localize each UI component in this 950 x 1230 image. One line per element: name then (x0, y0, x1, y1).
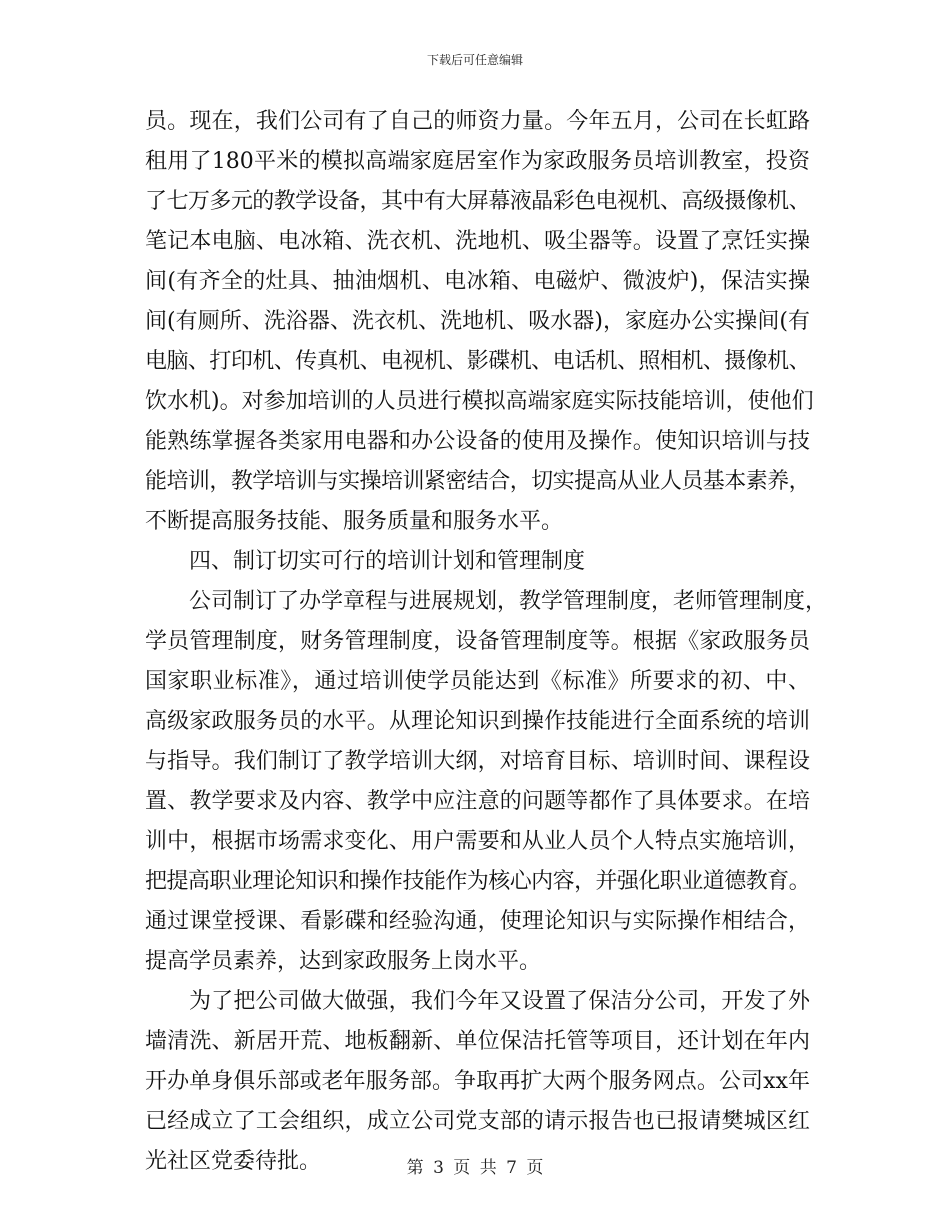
text-line: 租用了180平米的模拟高端家庭居室作为家政服务员培训教室，投资 (145, 149, 810, 174)
text-line: 笔记本电脑、电冰箱、洗衣机、洗地机、吸尘器等。设置了烹饪实操 (145, 229, 810, 254)
section-heading-text: 四、制订切实可行的培训计划和管理制度 (189, 549, 586, 574)
text-line: 墙清洗、新居开荒、地板翻新、单位保洁托管等项目，还计划在年内 (145, 1029, 810, 1054)
text-line: 能熟练掌握各类家用电器和办公设备的使用及操作。使知识培训与技 (145, 429, 810, 454)
text-line: 国家职业标准》，通过培训使学员能达到《标准》所要求的初、中、 (145, 669, 810, 694)
page-number: 第 3 页 共 7 页 (406, 1158, 544, 1178)
text-line: 把提高职业理论知识和操作技能作为核心内容，并强化职业道德教育。 (145, 869, 810, 894)
text-line: 光社区党委待批。 (145, 1149, 322, 1174)
text-line: 通过课堂授课、看影碟和经验沟通，使理论知识与实际操作相结合， (145, 909, 810, 934)
document-body (145, 102, 828, 1182)
text-line: 学员管理制度，财务管理制度，设备管理制度等。根据《家政服务员 (145, 629, 810, 654)
text-line: 间(有齐全的灶具、抽油烟机、电冰箱、电磁炉、微波炉)，保洁实操 (145, 269, 810, 294)
text-line: 公司制订了办学章程与进展规划，教学管理制度，老师管理制度， (189, 589, 828, 614)
text-line: 为了把公司做大做强，我们今年又设置了保洁分公司，开发了外 (189, 989, 810, 1014)
section-heading (145, 542, 810, 582)
text-line: 了七万多元的教学设备，其中有大屏幕液晶彩色电视机、高级摄像机、 (145, 189, 810, 214)
text-line: 已经成立了工会组织，成立公司党支部的请示报告也已报请樊城区红 (145, 1109, 810, 1134)
text-line: 饮水机)。对参加培训的人员进行模拟高端家庭实际技能培训，使他们 (145, 389, 814, 414)
text-line: 电脑、打印机、传真机、电视机、影碟机、电话机、照相机、摄像机、 (145, 349, 810, 374)
text-line: 员。现在，我们公司有了自己的师资力量。今年五月，公司在长虹路 (145, 109, 810, 134)
text-line: 置、教学要求及内容、教学中应注意的问题等都作了具体要求。在培 (145, 789, 810, 814)
text-line: 提高学员素养，达到家政服务上岗水平。 (145, 949, 542, 974)
page-header-note: 下载后可任意编辑 (426, 53, 523, 67)
text-line: 训中，根据市场需求变化、用户需要和从业人员个人特点实施培训， (145, 829, 810, 854)
paragraph-expansion-plan (145, 982, 810, 1182)
text-line: 高级家政服务员的水平。从理论知识到操作技能进行全面系统的培训 (145, 709, 810, 734)
paragraph-training-facilities (145, 102, 814, 542)
text-line: 不断提高服务技能、服务质量和服务水平。 (145, 509, 564, 534)
paragraph-management-system (145, 582, 828, 982)
text-line: 间(有厕所、洗浴器、洗衣机、洗地机、吸水器)，家庭办公实操间(有 (145, 309, 810, 334)
text-line: 能培训，教学培训与实操培训紧密结合，切实提高从业人员基本素养， (145, 469, 810, 494)
text-line: 开办单身俱乐部或老年服务部。争取再扩大两个服务网点。公司xx年 (145, 1069, 810, 1094)
text-line: 与指导。我们制订了教学培训大纲，对培育目标、培训时间、课程设 (145, 749, 810, 774)
